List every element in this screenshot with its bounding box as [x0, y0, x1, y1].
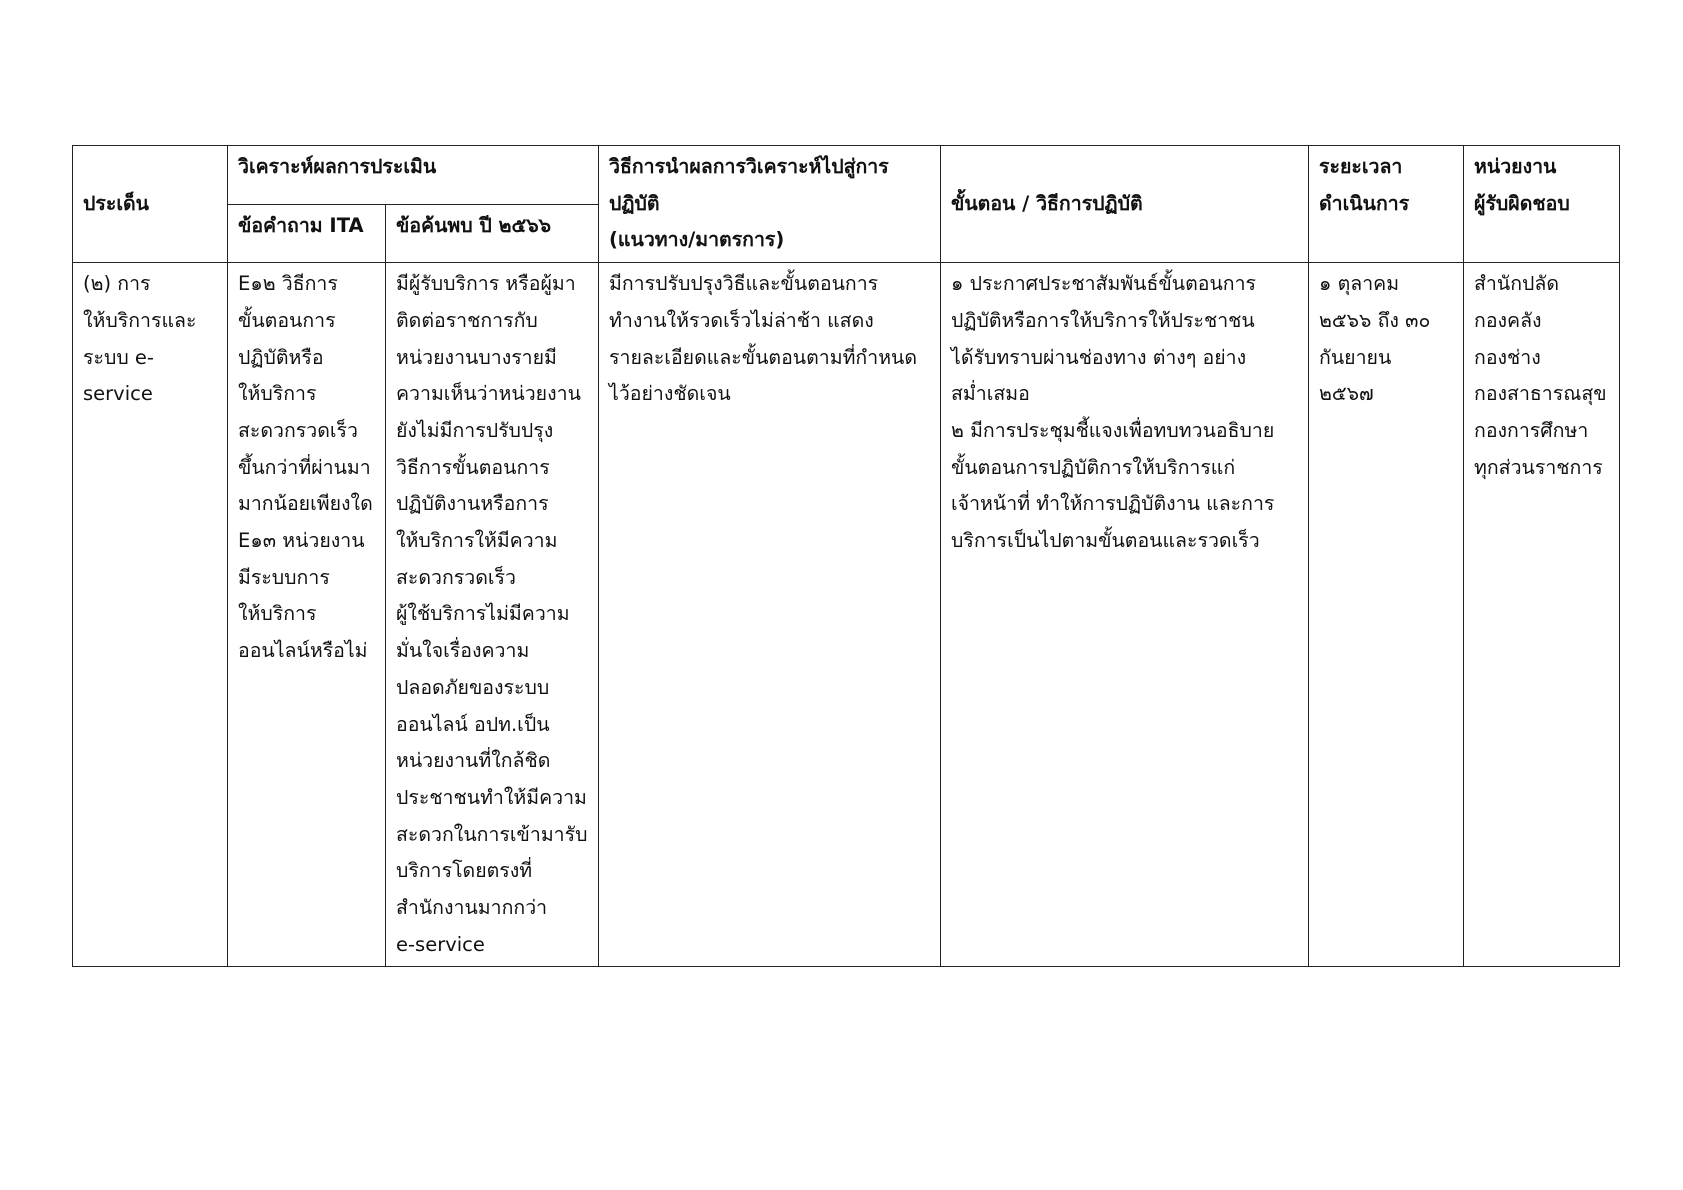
cell-line: service [83, 382, 153, 406]
cell-line: ทุกส่วนราชการ [1474, 455, 1603, 479]
cell-line: ปลอดภัยของระบบ [396, 675, 550, 699]
topic-header: ประเด็น [73, 146, 228, 263]
findings-cell [386, 263, 599, 967]
cell-line: (๒) การ [83, 272, 151, 296]
cell-line: หน่วยงานที่ใกล้ชิด [396, 749, 551, 773]
cell-line: ๑ ตุลาคม [1319, 272, 1400, 296]
cell-line: ปฏิบัติงานหรือการ [396, 492, 549, 516]
duration-header-line: ระยะเวลา [1319, 155, 1403, 178]
approach-header-line: วิธีการนำผลการวิเคราะห์ไปสู่การ [609, 155, 889, 178]
cell-line: สะดวกรวดเร็ว [396, 565, 516, 589]
analysis-group-header: วิเคราะห์ผลการประเมิน [228, 146, 599, 205]
cell-line: ทำงานให้รวดเร็วไม่ล่าช้า แสดง [609, 308, 874, 332]
cell-line: สำนักงานมากกว่า [396, 896, 548, 920]
cell-line: ปฏิบัติหรือ [238, 345, 324, 369]
cell-line: สะดวกในการเข้ามารับ [396, 822, 588, 846]
cell-line: ให้บริการ [238, 382, 317, 406]
duration-header [1309, 146, 1464, 263]
cell-line: ๒ มีการประชุมชี้แจงเพื่อทบทวนอธิบาย [951, 418, 1275, 442]
cell-line: ให้บริการและ [83, 308, 197, 332]
cell-line: สะดวกรวดเร็ว [238, 418, 358, 442]
cell-line: กองช่าง [1474, 345, 1541, 369]
cell-line: E๑๒ วิธีการ [238, 272, 338, 296]
approach-header [599, 146, 941, 263]
cell-line: ๑ ประกาศประชาสัมพันธ์ขั้นตอนการ [951, 272, 1256, 296]
ita-question-header: ข้อคำถาม ITA [228, 204, 386, 263]
cell-line: ระบบ e- [83, 345, 154, 369]
responsible-header [1464, 146, 1620, 263]
responsible-header-line: ผู้รับผิดชอบ [1474, 191, 1570, 215]
cell-line: บริการเป็นไปตามขั้นตอนและรวดเร็ว [951, 529, 1260, 553]
cell-line: ขึ้นกว่าที่ผ่านมา [238, 455, 371, 479]
cell-line: สำนักปลัด [1474, 272, 1559, 296]
cell-line: E๑๓ หน่วยงาน [238, 529, 365, 553]
cell-line: ให้บริการ [238, 602, 317, 626]
duration-header-line: ดำเนินการ [1319, 191, 1410, 215]
header-row-1 [73, 146, 1620, 205]
table-row [73, 263, 1620, 967]
cell-line: ไว้อย่างชัดเจน [609, 382, 731, 406]
cell-line: ให้บริการให้มีความ [396, 529, 558, 553]
cell-line: เจ้าหน้าที่ ทำให้การปฏิบัติงาน และการ [951, 492, 1275, 516]
cell-line: วิธีการขั้นตอนการ [396, 455, 550, 479]
cell-line: รายละเอียดและขั้นตอนตามที่กำหนด [609, 345, 918, 369]
cell-line: กองการศึกษา [1474, 418, 1589, 442]
cell-line: ขั้นตอนการปฏิบัติการให้บริการแก่ [951, 455, 1236, 479]
cell-line: ได้รับทราบผ่านช่องทาง ต่างๆ อย่าง [951, 345, 1247, 369]
cell-line: ออนไลน์ อปท.เป็น [396, 712, 550, 736]
cell-line: กองสาธารณสุข [1474, 382, 1607, 406]
cell-line: มั่นใจเรื่องความ [396, 639, 530, 663]
duration-cell [1309, 263, 1464, 967]
cell-line: สม่ำเสมอ [951, 382, 1030, 406]
cell-line: ติดต่อราชการกับ [396, 308, 538, 332]
cell-line: มีผู้รับบริการ หรือผู้มา [396, 272, 576, 296]
cell-line: มากน้อยเพียงใด [238, 492, 373, 516]
ita-question-cell [228, 263, 386, 967]
procedure-cell [941, 263, 1309, 967]
cell-line: บริการโดยตรงที่ [396, 859, 533, 883]
cell-line: ออนไลน์หรือไม่ [238, 639, 368, 663]
procedure-header: ขั้นตอน / วิธีการปฏิบัติ [941, 146, 1309, 263]
cell-line: ความเห็นว่าหน่วยงาน [396, 382, 581, 406]
cell-line: ๒๕๖๗ [1319, 382, 1374, 406]
findings-header: ข้อค้นพบ ปี ๒๕๖๖ [386, 204, 599, 263]
cell-line: e-service [396, 932, 485, 956]
cell-line: กองคลัง [1474, 308, 1542, 332]
cell-line: ๒๕๖๖ ถึง ๓๐ [1319, 308, 1431, 332]
cell-line: ปฏิบัติหรือการให้บริการให้ประชาชน [951, 308, 1255, 332]
cell-line: ยังไม่มีการปรับปรุง [396, 418, 554, 442]
cell-line: กันยายน [1319, 345, 1392, 369]
responsible-header-line: หน่วยงาน [1474, 155, 1557, 178]
action-plan-table [72, 145, 1620, 967]
cell-line: หน่วยงานบางรายมี [396, 345, 557, 369]
approach-header-line: ปฏิบัติ [609, 191, 660, 215]
cell-line: ประชาชนทำให้มีความ [396, 785, 587, 809]
responsible-cell [1464, 263, 1620, 967]
cell-line: มีการปรับปรุงวิธีและขั้นตอนการ [609, 272, 879, 296]
cell-line: ผู้ใช้บริการไม่มีความ [396, 602, 570, 626]
cell-line: ขั้นตอนการ [238, 308, 336, 332]
cell-line: มีระบบการ [238, 565, 330, 589]
topic-cell [73, 263, 228, 967]
approach-header-line: (แนวทาง/มาตรการ) [609, 228, 785, 252]
approach-cell [599, 263, 941, 967]
